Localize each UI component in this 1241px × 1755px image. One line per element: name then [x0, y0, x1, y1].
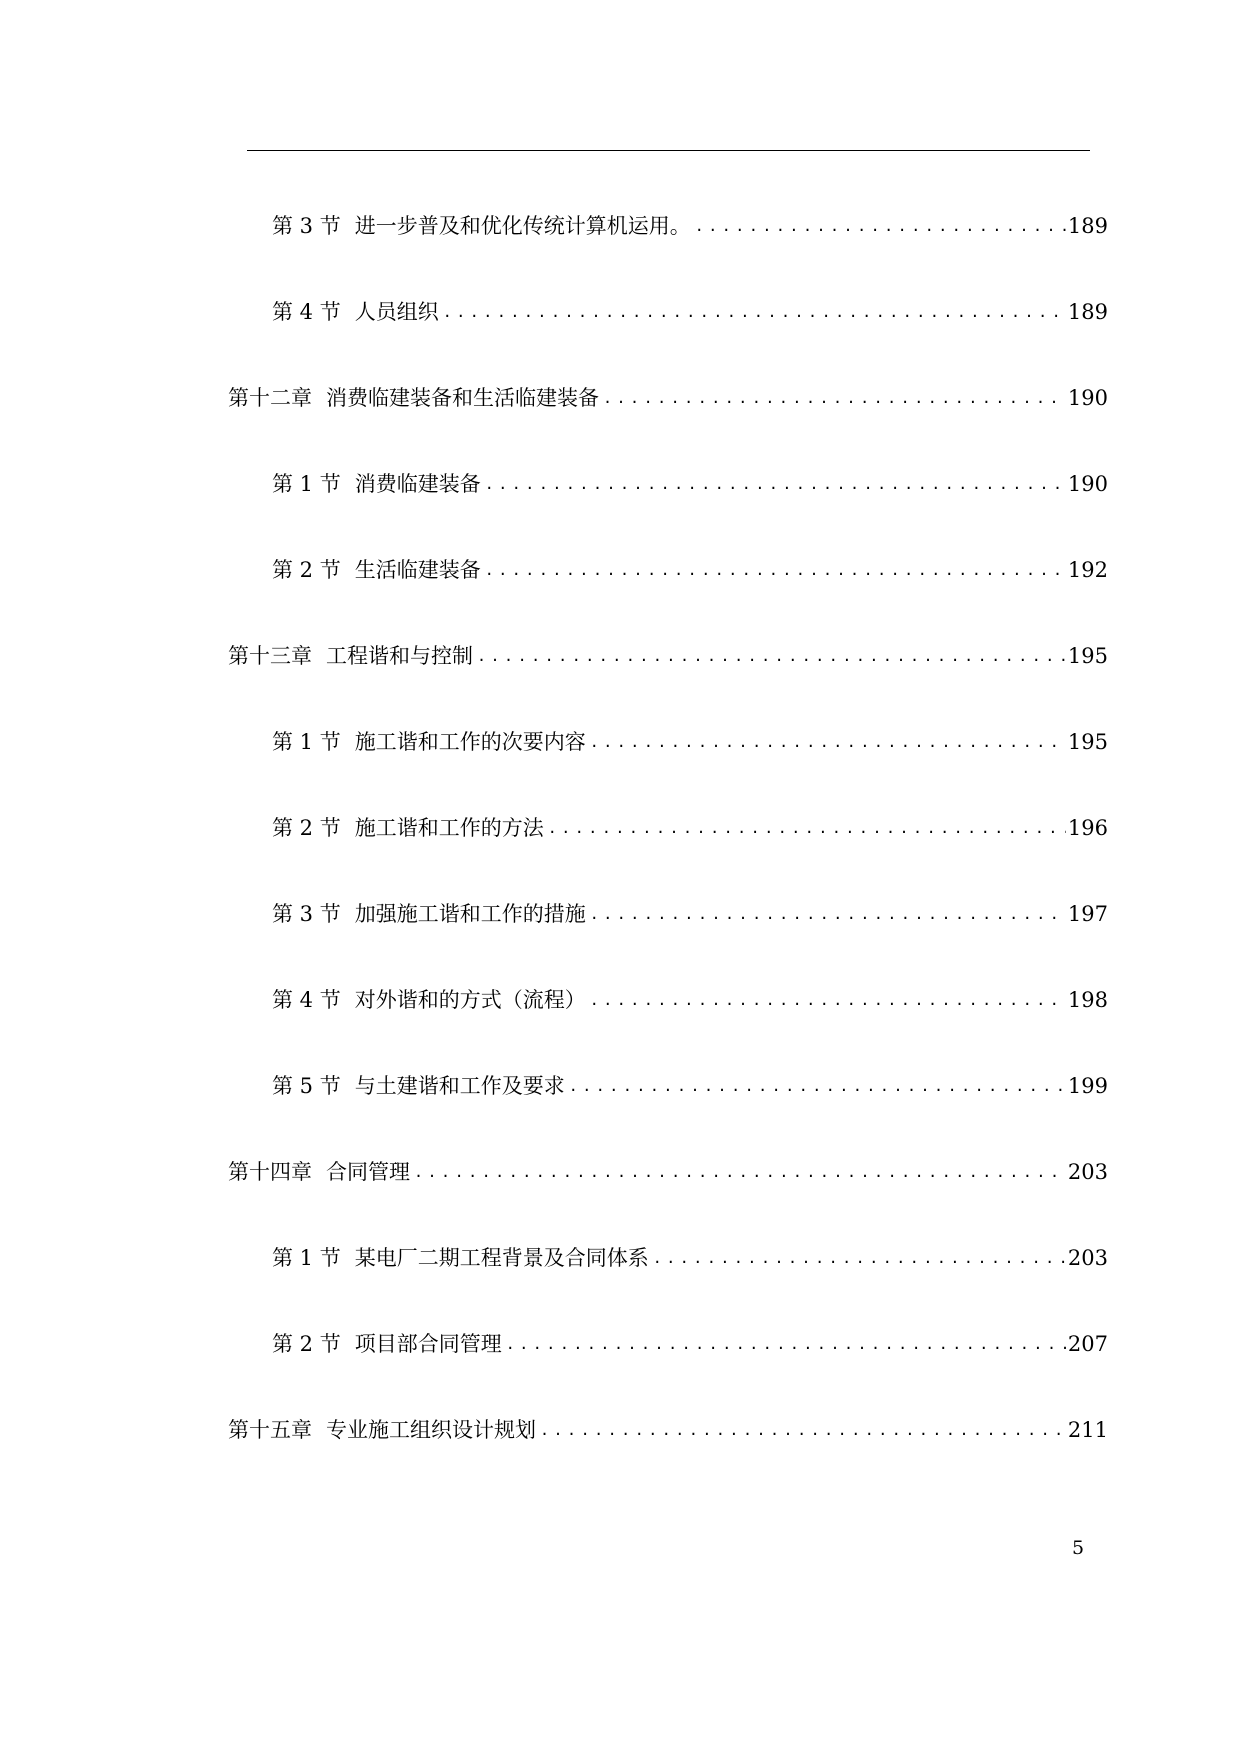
toc-entry-page: 198 [1067, 988, 1108, 1012]
toc-entry-page: 203 [1067, 1246, 1108, 1270]
toc-entry-title: 进一步普及和优化传统计算机运用。 [354, 214, 691, 238]
toc-entry-title: 某电厂二期工程背景及合同体系 [354, 1246, 649, 1270]
toc-entry[interactable] [272, 555, 1108, 585]
toc-chapter-entry[interactable] [228, 1157, 1108, 1187]
toc-entry-page: 199 [1067, 1074, 1108, 1098]
toc-entry-number: 第 1 节 [272, 472, 341, 496]
toc-entry[interactable] [272, 727, 1108, 757]
toc-chapter-number: 第十二章 [228, 386, 312, 410]
toc-entry-number: 第 5 节 [272, 1074, 341, 1098]
toc-entry-number: 第 2 节 [272, 816, 341, 840]
toc-leader-dots [414, 1157, 1066, 1187]
toc-entry-title: 与土建谐和工作及要求 [354, 1074, 565, 1098]
toc-entry-number: 第 3 节 [272, 902, 341, 926]
toc-entry-number: 第 1 节 [272, 730, 341, 754]
toc-entry-page: 195 [1067, 730, 1108, 754]
header-rule [247, 150, 1090, 151]
toc-leader-dots [590, 899, 1066, 929]
toc-entry-number: 第 2 节 [272, 558, 341, 582]
toc-entry-number: 第 4 节 [272, 988, 341, 1012]
toc-chapter-title: 专业施工组织设计规划 [326, 1418, 536, 1442]
toc-leader-dots [569, 1071, 1066, 1101]
toc-chapter-title: 合同管理 [326, 1160, 410, 1184]
toc-chapter-number: 第十三章 [228, 644, 312, 668]
toc-entry-title: 对外谐和的方式（流程） [354, 988, 586, 1012]
toc-entry-title: 人员组织 [354, 300, 439, 324]
toc-entry-page: 190 [1067, 472, 1108, 496]
toc-leader-dots [695, 211, 1066, 241]
toc-entry-number: 第 1 节 [272, 1246, 341, 1270]
toc-leader-dots [603, 383, 1066, 413]
toc-leader-dots [485, 555, 1066, 585]
toc-entry[interactable] [272, 813, 1108, 843]
toc-entry-page: 211 [1067, 1418, 1108, 1442]
toc-entry-title: 施工谐和工作的方法 [354, 816, 544, 840]
toc-leader-dots [485, 469, 1066, 499]
toc-chapter-entry[interactable] [228, 641, 1108, 671]
toc-entry[interactable] [272, 1329, 1108, 1359]
toc-entry[interactable] [272, 211, 1108, 241]
toc-leader-dots [506, 1329, 1066, 1359]
toc-chapter-entry[interactable] [228, 383, 1108, 413]
toc-chapter-title: 工程谐和与控制 [326, 644, 473, 668]
toc-chapter-title: 消费临建装备和生活临建装备 [326, 386, 599, 410]
toc-entry-page: 190 [1067, 386, 1108, 410]
toc-entry-title: 施工谐和工作的次要内容 [354, 730, 586, 754]
toc-leader-dots [590, 985, 1066, 1015]
toc-entry-title: 消费临建装备 [354, 472, 481, 496]
toc-entry-number: 第 3 节 [272, 214, 341, 238]
toc-entry[interactable] [272, 469, 1108, 499]
toc-entry-page: 189 [1067, 214, 1108, 238]
toc-leader-dots [548, 813, 1066, 843]
toc-leader-dots [443, 297, 1066, 327]
toc-entry-title: 加强施工谐和工作的措施 [354, 902, 586, 926]
toc-entry-page: 195 [1067, 644, 1108, 668]
toc-leader-dots [540, 1415, 1066, 1445]
toc-entry-page: 197 [1067, 902, 1108, 926]
toc-entry-title: 项目部合同管理 [354, 1332, 502, 1356]
toc-entry-title: 生活临建装备 [354, 558, 481, 582]
toc-chapter-entry[interactable] [228, 1415, 1108, 1445]
page-number: 5 [1072, 1537, 1085, 1559]
toc-entry-number: 第 2 节 [272, 1332, 341, 1356]
toc-entry-page: 196 [1067, 816, 1108, 840]
toc-leader-dots [477, 641, 1066, 671]
toc-entry[interactable] [272, 985, 1108, 1015]
toc-chapter-number: 第十五章 [228, 1418, 312, 1442]
toc-entry[interactable] [272, 899, 1108, 929]
toc-entry-page: 207 [1067, 1332, 1108, 1356]
toc-entry[interactable] [272, 1243, 1108, 1273]
toc-leader-dots [653, 1243, 1066, 1273]
toc-leader-dots [590, 727, 1066, 757]
toc-entry-page: 189 [1067, 300, 1108, 324]
toc-entry-page: 192 [1067, 558, 1108, 582]
toc-entry[interactable] [272, 297, 1108, 327]
toc-chapter-number: 第十四章 [228, 1160, 312, 1184]
toc-entry[interactable] [272, 1071, 1108, 1101]
toc-entry-number: 第 4 节 [272, 300, 341, 324]
toc-entry-page: 203 [1067, 1160, 1108, 1184]
